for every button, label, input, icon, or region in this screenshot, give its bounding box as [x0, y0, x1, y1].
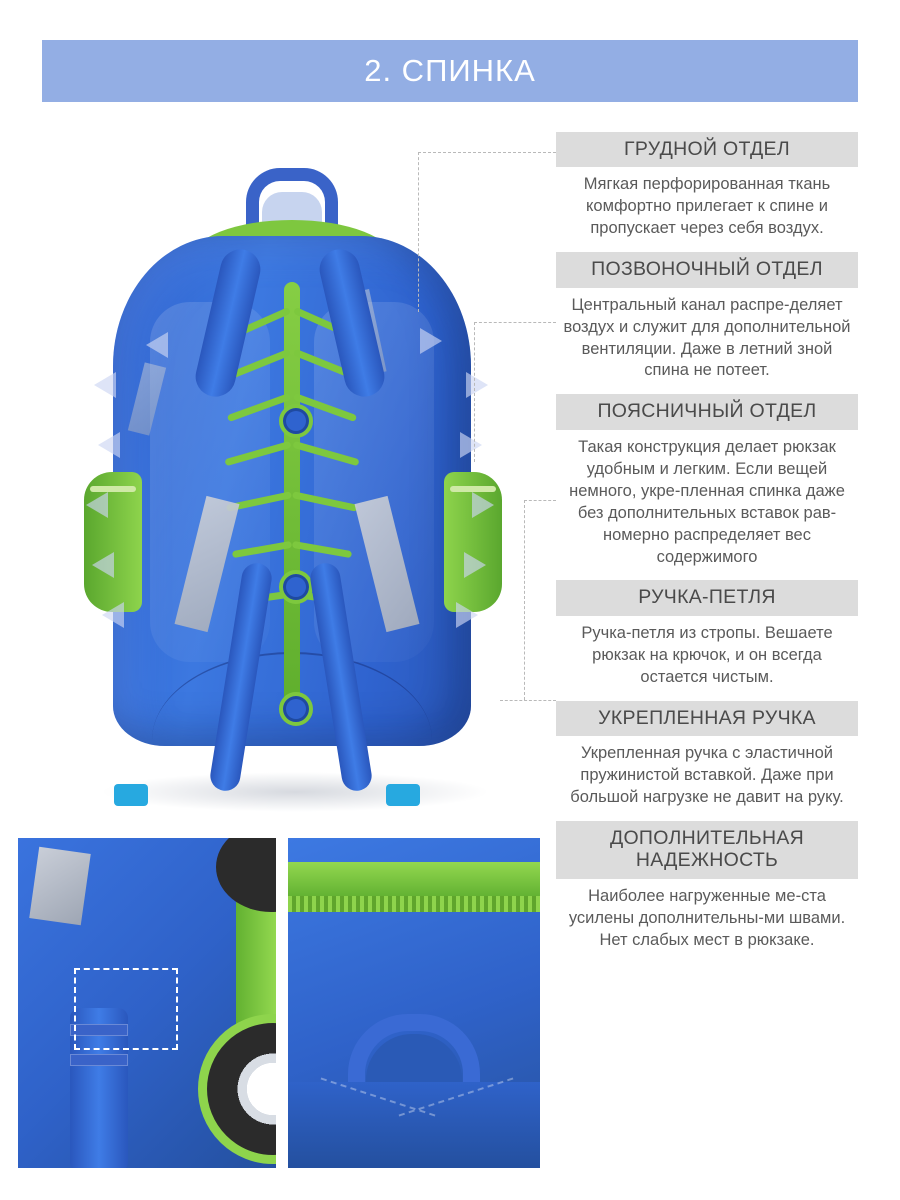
- feature-body: Такая конструкция делает рюкзак удобным и легким. Если вещей немного, укре-пленная спинка даже без дополнительных вставок рав-номерно распределяет вес содержимого: [569, 437, 845, 566]
- feature-body: Центральный канал распре-деляет воздух и служит для дополнительной вентиляции. Даже в летний зной спина не потеет.: [563, 295, 851, 380]
- airflow-arrow: [460, 432, 482, 458]
- zipper-strip: [288, 896, 540, 912]
- strap-buckle-left: [114, 784, 148, 806]
- feature-loop-handle: [556, 580, 858, 700]
- feature-title: ПОЗВОНОЧНЫЙ ОТДЕЛ: [556, 252, 858, 287]
- feature-body: Укрепленная ручка с эластичной пружинистой вставкой. Даже при большой нагрузке не давит на руку.: [570, 744, 844, 806]
- airflow-arrow: [94, 372, 116, 398]
- feature-extra-reliability: [556, 821, 858, 964]
- ventilation-node: [279, 692, 313, 726]
- feature-body: Мягкая перфорированная ткань комфортно прилегает к спине и пропускает через себя воздух.: [583, 175, 831, 238]
- feature-chest-section: [556, 132, 858, 252]
- feature-title: ГРУДНОЙ ОТДЕЛ: [556, 132, 858, 167]
- airflow-arrow: [464, 552, 486, 578]
- callout-line-loop: [500, 700, 556, 701]
- bottom-seam-area: [288, 1082, 540, 1168]
- wheel-graphic: [198, 1014, 276, 1164]
- backpack-shadow: [100, 772, 490, 812]
- airflow-arrow: [472, 492, 494, 518]
- feature-callout-list: [556, 132, 858, 964]
- strap-buckle-right: [386, 784, 420, 806]
- airflow-arrow: [92, 552, 114, 578]
- feature-title: РУЧКА-ПЕТЛЯ: [556, 580, 858, 615]
- callout-line-spine-drop: [474, 322, 475, 462]
- feature-title: ПОЯСНИЧНЫЙ ОТДЕЛ: [556, 394, 858, 429]
- airflow-arrow: [420, 328, 442, 354]
- reflective-patch: [29, 847, 91, 926]
- highlight-dashed-box: [74, 968, 178, 1050]
- detail-photo-shoulder-strap: [18, 838, 276, 1168]
- callout-line-lumbar: [524, 500, 556, 501]
- airflow-arrow: [98, 432, 120, 458]
- callout-line-lumbar-drop: [524, 500, 525, 700]
- feature-title: ДОПОЛНИТЕЛЬНАЯ НАДЕЖНОСТЬ: [556, 821, 858, 879]
- callout-line-chest: [418, 152, 556, 153]
- feature-body: Ручка-петля из стропы. Вешаете рюкзак на крючок, и он всегда остается чистым.: [581, 623, 833, 686]
- airflow-arrow: [456, 602, 478, 628]
- ventilation-node: [279, 404, 313, 438]
- callout-line-chest-drop: [418, 152, 419, 312]
- strap-band: [70, 1054, 128, 1066]
- feature-title: УКРЕПЛЕННАЯ РУЧКА: [556, 701, 858, 736]
- feature-body: Наиболее нагруженные ме-ста усилены дополнительны-ми швами. Нет слабых мест в рюкзаке.: [568, 886, 846, 949]
- feature-reinforced-handle: [556, 701, 858, 821]
- feature-lumbar-section: [556, 394, 858, 580]
- airflow-arrow: [86, 492, 108, 518]
- ventilation-node: [279, 570, 313, 604]
- wheel-graphic-top: [216, 838, 276, 912]
- backpack-back-view-image: [40, 132, 540, 832]
- callout-line-spine: [474, 322, 556, 323]
- airflow-arrow: [466, 372, 488, 398]
- green-top-band: [288, 862, 540, 896]
- airflow-arrow: [146, 332, 168, 358]
- page-title: 2. СПИНКА: [364, 53, 536, 88]
- detail-photo-reinforced-handle: [288, 838, 540, 1168]
- feature-spine-section: [556, 252, 858, 394]
- airflow-arrow: [102, 602, 124, 628]
- page-header-band: [42, 40, 858, 102]
